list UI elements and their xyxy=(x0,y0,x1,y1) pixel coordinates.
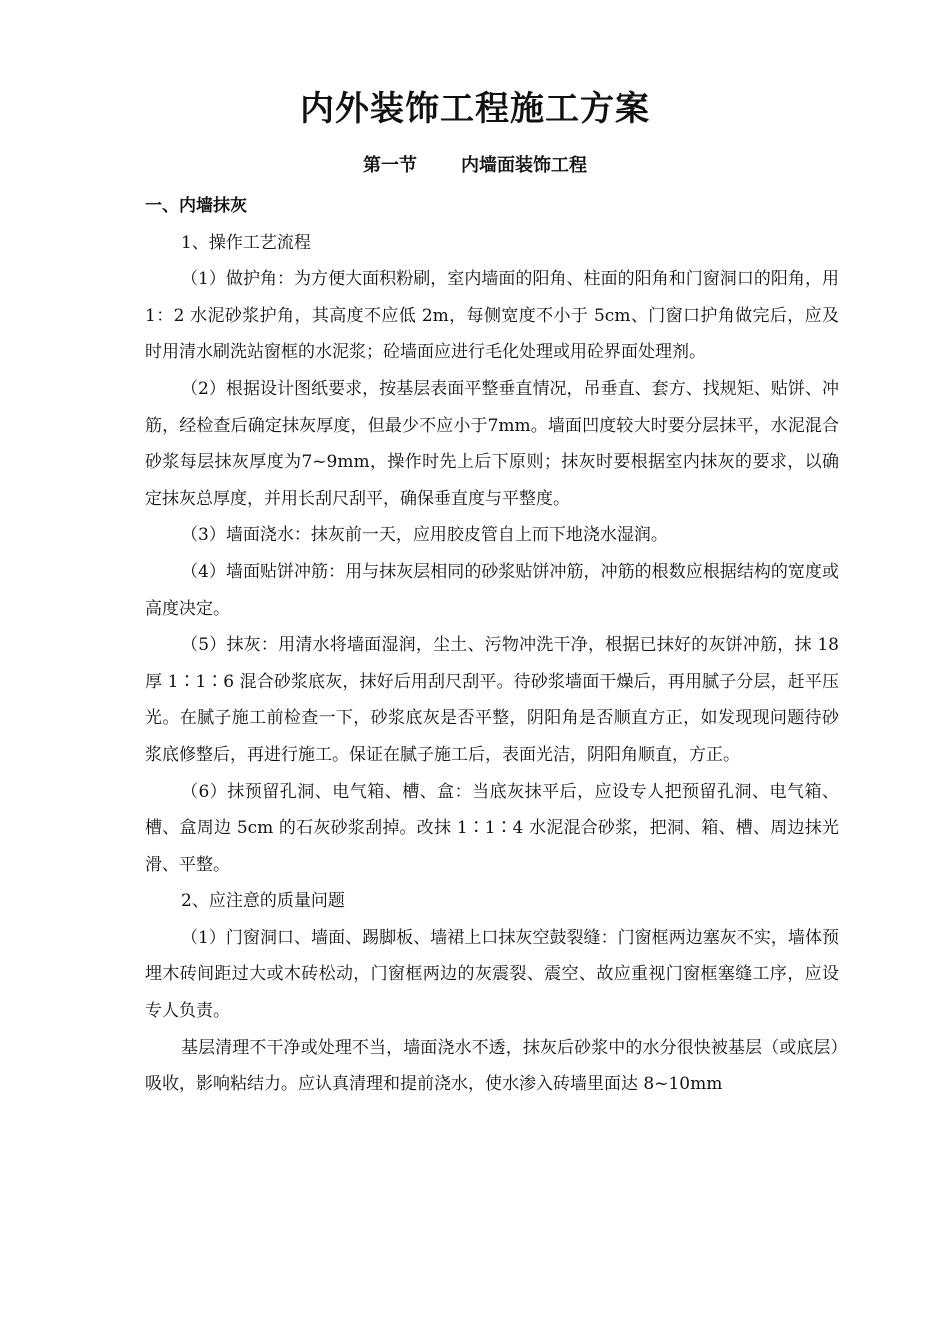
paragraph-openings-boxes: （6）抹预留孔洞、电气箱、槽、盒：当底灰抹平后，应设专人把预留孔洞、电气箱、槽、盒周边 5cm 的石灰砂浆刮掉。改抹 1∶1∶4 水泥混合砂浆，把洞、箱、槽、周边抹光滑、平整。 xyxy=(145,781,839,875)
paragraph-base-cleaning: 基层清理不干净或处理不当，墙面浇水不透，抹灰后砂浆中的水分很快被基层（或底层）吸收，影响粘结力。应认真清理和提前浇水，使水渗入砖墙里面达 8~10mm xyxy=(145,1037,839,1095)
paragraph-corner-protection: （1）做护角：为方便大面积粉刷，室内墙面的阳角、柱面的阳角和门窗洞口的阳角，用 1：2 水泥砂浆护角，其高度不应低 2m，每侧宽度不小于 5cm、门窗口护角做完后，应及时用清水刷洗站窗框的水泥浆；砼墙面应进行毛化处理或用砼界面处理剂。 xyxy=(145,269,839,363)
section-number: 第一节 xyxy=(363,155,417,176)
paragraph-hollow-cracks: （1）门窗洞口、墙面、踢脚板、墙裙上口抹灰空鼓裂缝：门窗框两边塞灰不实，墙体预埋木砖间距过大或木砖松动，门窗框两边的灰震裂、震空、故应重视门窗框塞缝工序，应设专人负责。 xyxy=(145,927,839,1022)
paragraph-wall-watering: （3）墙面浇水：抹灰前一天，应用胶皮管自上而下地浇水湿润。 xyxy=(181,525,668,546)
paragraph-screeds: （4）墙面贴饼冲筋：用与抹灰层相同的砂浆贴饼冲筋，冲筋的根数应根据结构的宽度或高度决定。 xyxy=(145,561,839,619)
paragraph-leveling: （2）根据设计图纸要求，按基层表面平整垂直情况，吊垂直、套方、找规矩、贴饼、冲筋，经检查后确定抹灰厚度，但最少不应小于7mm。墙面凹度较大时要分层抹平，水泥混合砂浆每层抹灰厚度为7~9mm，操作时先上后下原则；抹灰时要根据室内抹灰的要求，以确定抹灰总厚度，并用长刮尺刮平，确保垂直度与平整度。 xyxy=(145,378,839,509)
section-title xyxy=(0,150,950,182)
section-name: 内墙面装饰工程 xyxy=(461,155,587,176)
heading-inner-wall-plastering: 一、内墙抹灰 xyxy=(145,196,247,216)
document-title: 内外装饰工程施工方案 xyxy=(300,89,650,129)
subheading-process-flow: 1、操作工艺流程 xyxy=(181,232,311,253)
subheading-quality-issues: 2、应注意的质量问题 xyxy=(181,891,345,912)
paragraph-plastering: （5）抹灰：用清水将墙面湿润，尘土、污物冲洗干净，根据已抹好的灰饼冲筋，抹 18 厚 1∶1∶6 混合砂浆底灰，抹好后用刮尺刮平。待砂浆墙面干燥后，再用腻子分层，赶平压光。在腻子施工前检查一下，砂浆底灰是否平整，阴阳角是否顺直方正，如发现现问题待砂浆底修整后，再进行施工。保证在腻子施工后，表面光洁，阴阳角顺直，方正。 xyxy=(145,635,839,765)
document-body xyxy=(145,188,839,1103)
